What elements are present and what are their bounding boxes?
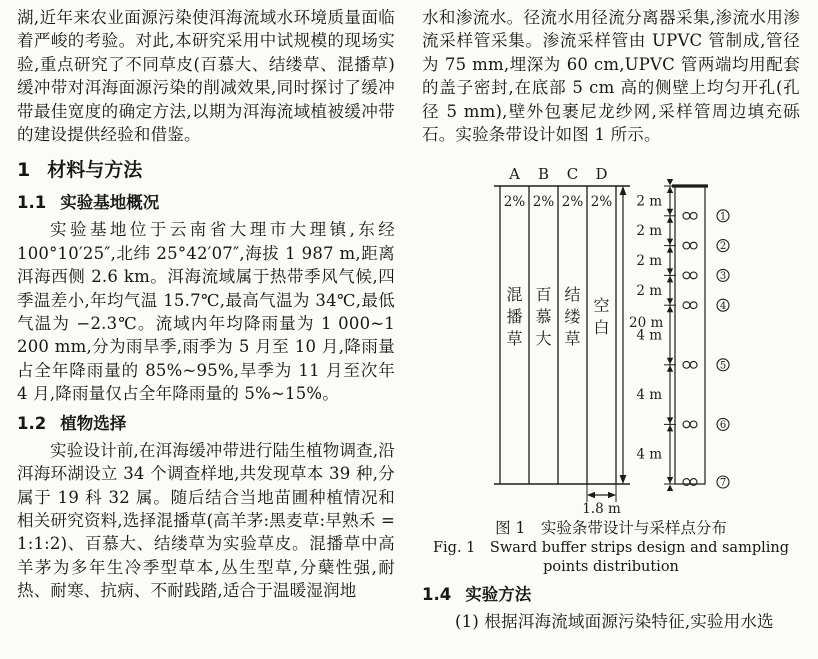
svg-text:混: 混 [506, 285, 523, 305]
subsection-title: 植物选择 [60, 413, 127, 433]
svg-text:D: D [595, 165, 608, 184]
svg-text:2: 2 [719, 241, 727, 253]
paragraph-intro-continuation: 湖,近年来农业面源污染使洱海流域水环境质量面临着严峻的考验。对此,本研究采用中试规模的现场实验,重点研究了不同草皮(百慕大、结缕草、混播草)缓冲带对洱海面源污染的削减效果,同时探讨了缓冲带最佳宽度的确定方法,以期为洱海流域植被缓冲带的建设提供经验和借鉴。 [17, 8, 395, 145]
svg-text:2 m: 2 m [636, 253, 662, 270]
section-title: 材料与方法 [47, 159, 143, 182]
svg-text:大: 大 [535, 329, 552, 349]
paragraph-sampling-pipes: 水和渗流水。径流水用径流分离器采集,渗流水用渗流采样管采集。渗流采样管由 UPVC 管制成,管径为 75 mm,埋深为 60 cm,UPVC 管两端均用配套的盖子密封,在底部 5 cm 高的侧壁上均匀开孔(孔径 5 mm),壁外包裹尼龙纱网,采样管周边填充砾石。实验条带设计如图 1 所示。 [422, 8, 800, 145]
svg-text:1.8 m: 1.8 m [582, 501, 621, 517]
subsection-number: 1.1 [17, 193, 47, 213]
svg-text:C: C [566, 165, 579, 184]
svg-text:6: 6 [719, 420, 727, 432]
svg-text:4 m: 4 m [636, 387, 662, 404]
section-heading-materials-methods [17, 158, 395, 182]
svg-text:草: 草 [506, 329, 523, 349]
figure1-caption [422, 518, 800, 577]
svg-text:20 m: 20 m [629, 315, 664, 332]
svg-text:草: 草 [564, 329, 581, 349]
svg-text:2%: 2% [503, 194, 526, 211]
section-number: 1 [17, 159, 31, 182]
svg-text:4: 4 [719, 301, 727, 313]
subsection-title: 实验方法 [465, 585, 532, 605]
subsection-heading-experiment-method [422, 583, 800, 606]
paragraph-site-overview: 实验基地位于云南省大理市大理镇,东经 100°10′25″,北纬 25°42′07″,海拔 1 987 m,距离洱海西侧 2.6 km。洱海流域属于热带季风气候,四季温差小,年均气温 15.7℃,最高气温为 34℃,最低气温为 −2.3℃。流域内年均降雨量为 1 000~1 200 mm,分为雨旱季,雨季为 5 月至 10 月,降雨量占全年降雨量的 85%~95%,旱季为 11 月至次年 4 月,降雨量仅占全年降雨量的 5%~15%。 [17, 220, 395, 404]
figure1 [422, 164, 800, 577]
svg-text:结: 结 [564, 285, 581, 305]
figure1-caption-en-line2: points distribution [543, 559, 679, 576]
subsection-number: 1.2 [17, 413, 47, 433]
svg-text:3: 3 [719, 271, 727, 283]
svg-text:5: 5 [719, 360, 727, 372]
svg-text:7: 7 [719, 478, 727, 490]
svg-text:缕: 缕 [564, 307, 581, 327]
paragraph-experiment-method: (1) 根据洱海流域面源污染特征,实验用水选 [455, 612, 774, 632]
subsection-title: 实验基地概况 [60, 193, 160, 213]
svg-text:2 m: 2 m [636, 283, 662, 300]
subsection-heading-site-overview [17, 191, 395, 214]
figure1-caption-en-line1: Fig. 1 Sward buffer strips design and sampling [432, 540, 789, 557]
svg-text:播: 播 [506, 307, 523, 327]
svg-text:4 m: 4 m [636, 447, 662, 464]
subsection-heading-plant-selection [17, 412, 395, 435]
paragraph-plant-selection: 实验设计前,在洱海缓冲带进行陆生植物调查,沿洱海环湖设立 34 个调查样地,共发现草本 39 种,分属于 19 科 32 属。随后结合当地苗圃种植情况和相关研究资料,选择混播草(高羊茅:黑麦草:早熟禾 = 1:1:2)、百慕大、结缕草为实验草皮。混播草中高羊茅为多年生冷季型草本,丛生型草,分蘖性强,耐热、耐寒、抗病、不耐践踏,适合于温暖湿润地 [17, 440, 395, 601]
svg-text:B: B [537, 165, 550, 184]
svg-text:1: 1 [719, 211, 727, 223]
figure1-diagram [460, 164, 762, 516]
svg-text:白: 白 [593, 318, 610, 338]
svg-text:慕: 慕 [535, 307, 552, 327]
svg-text:2 m: 2 m [636, 193, 662, 210]
svg-text:4 m: 4 m [636, 327, 662, 344]
svg-text:2 m: 2 m [636, 223, 662, 240]
left-column [17, 6, 395, 659]
figure1-caption-zh: 图 1 实验条带设计与采样点分布 [495, 519, 727, 538]
subsection-number: 1.4 [422, 585, 452, 605]
svg-text:A: A [509, 165, 520, 184]
right-column [422, 6, 800, 659]
svg-text:2%: 2% [561, 194, 584, 211]
svg-text:空: 空 [593, 296, 610, 316]
svg-text:2%: 2% [590, 194, 613, 211]
svg-text:百: 百 [535, 285, 552, 305]
svg-text:2%: 2% [532, 194, 555, 211]
